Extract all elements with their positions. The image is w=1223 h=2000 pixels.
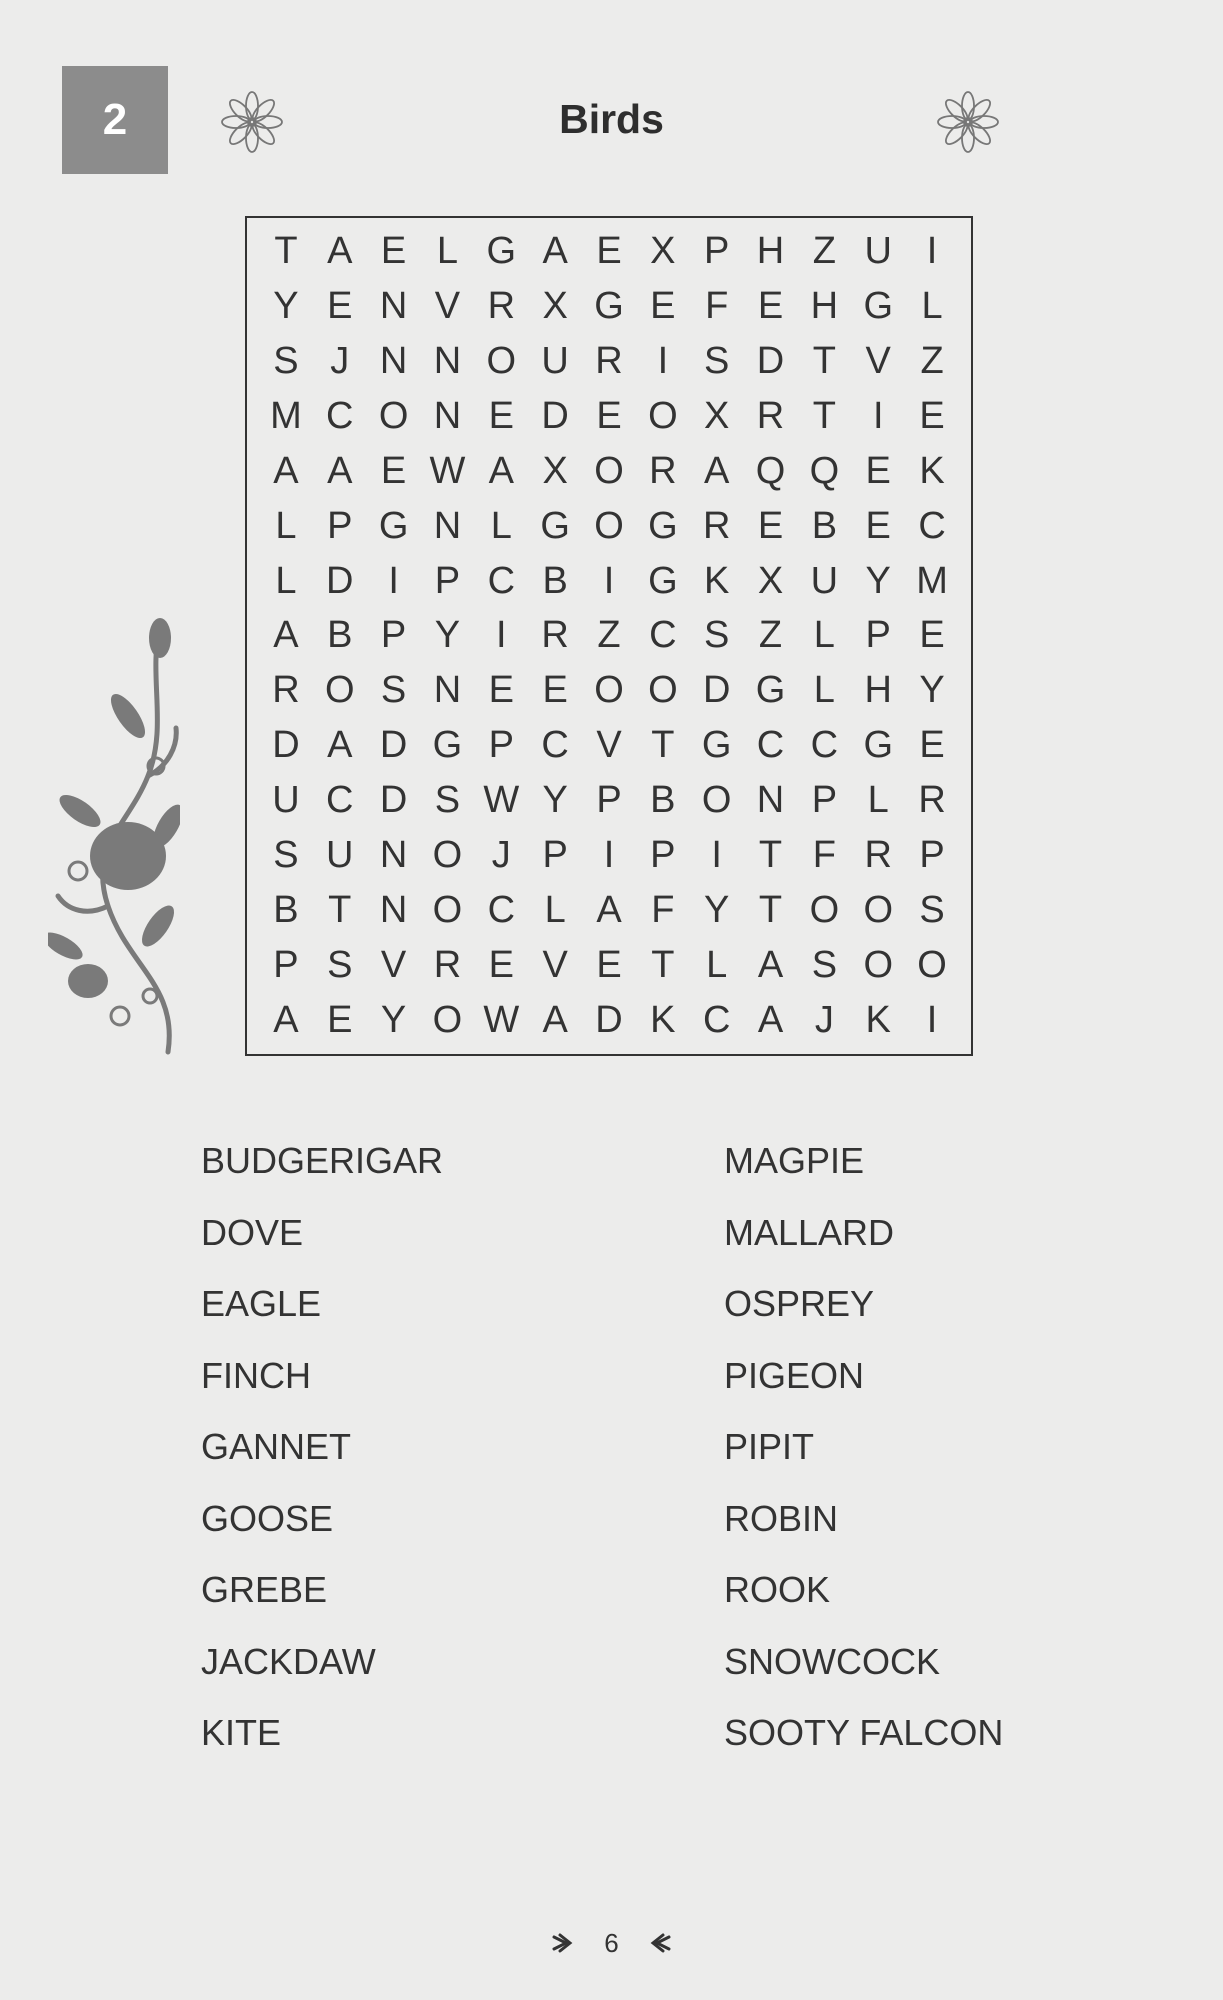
grid-letter: T xyxy=(758,889,783,932)
grid-letter: T xyxy=(812,394,836,437)
grid-letter: N xyxy=(433,394,462,437)
grid-letter: E xyxy=(757,284,784,327)
grid-letter: O xyxy=(701,779,732,822)
word-list-item: DOVE xyxy=(201,1211,304,1253)
grid-letter: N xyxy=(433,504,462,547)
word-list-left-column xyxy=(201,1133,443,1777)
grid-letter: O xyxy=(324,669,355,712)
grid-letter: A xyxy=(327,724,353,767)
grid-letter: V xyxy=(865,339,891,382)
puzzle-number-badge: 2 xyxy=(62,66,168,174)
grid-letter: K xyxy=(865,999,891,1042)
grid-letter: E xyxy=(327,284,353,327)
grid-letter: K xyxy=(650,999,676,1042)
grid-letter: C xyxy=(756,724,785,767)
word-list-item: GREBE xyxy=(201,1569,328,1610)
grid-letter: E xyxy=(380,229,407,272)
grid-letter: A xyxy=(542,229,568,272)
grid-letter: C xyxy=(649,614,677,657)
grid-letter: E xyxy=(596,944,622,987)
grid-letter: A xyxy=(757,944,784,987)
grid-letter: I xyxy=(496,614,507,657)
grid-letter: F xyxy=(705,284,729,327)
grid-letter: A xyxy=(488,449,514,492)
grid-letter: A xyxy=(273,999,299,1042)
grid-letter: S xyxy=(434,779,461,822)
grid-letter: L xyxy=(813,614,835,657)
grid-letter: S xyxy=(704,614,730,657)
grid-letter: E xyxy=(865,504,891,547)
grid-letter: H xyxy=(810,284,839,327)
grid-letter: C xyxy=(487,559,516,602)
grid-letter: C xyxy=(487,889,516,932)
flower-ornament-icon xyxy=(934,88,1002,156)
word-list-item: ROOK xyxy=(724,1569,831,1610)
grid-letter: C xyxy=(326,779,354,822)
grid-letter: T xyxy=(651,724,675,767)
grid-letter: T xyxy=(812,339,836,382)
grid-letter: C xyxy=(326,394,354,437)
grid-letter: O xyxy=(917,944,947,987)
grid-letter: A xyxy=(704,449,730,492)
grid-letter: V xyxy=(596,724,622,767)
grid-letter: D xyxy=(326,559,354,602)
grid-letter: T xyxy=(651,944,675,987)
grid-letter: Y xyxy=(704,889,730,932)
word-list-item: MAGPIE xyxy=(724,1140,865,1181)
grid-letter: G xyxy=(486,229,517,272)
grid-letter: P xyxy=(650,834,676,877)
grid-letter: O xyxy=(432,999,463,1042)
grid-letter: S xyxy=(273,339,299,382)
grid-letter: Z xyxy=(597,614,621,657)
grid-letter: T xyxy=(758,834,783,877)
grid-letter: A xyxy=(757,999,784,1042)
grid-letter: I xyxy=(711,834,722,877)
grid-letter: O xyxy=(863,944,893,987)
grid-letter: E xyxy=(542,669,568,712)
left-ornament-icon xyxy=(548,1929,578,1959)
grid-letter: K xyxy=(919,449,945,492)
grid-letter: R xyxy=(918,779,946,822)
grid-letter: O xyxy=(594,449,624,492)
grid-letter: F xyxy=(651,889,675,932)
grid-letter: X xyxy=(757,559,784,602)
grid-letter: L xyxy=(436,229,459,272)
grid-letter: I xyxy=(872,394,884,437)
word-list-item: KITE xyxy=(201,1712,282,1753)
grid-letter: Z xyxy=(758,614,783,657)
grid-letter: P xyxy=(488,724,514,767)
grid-letter: L xyxy=(490,504,512,547)
grid-letter: X xyxy=(542,284,568,327)
grid-letter: P xyxy=(327,504,353,547)
rose-vine-ornament-icon xyxy=(48,616,180,1056)
grid-letter: Y xyxy=(865,559,891,602)
grid-letter: J xyxy=(330,339,350,382)
grid-letter: L xyxy=(867,779,889,822)
grid-letter: B xyxy=(542,559,568,602)
grid-letter: O xyxy=(432,889,463,932)
grid-letter: P xyxy=(811,779,838,822)
grid-letter: X xyxy=(650,229,676,272)
grid-letter: K xyxy=(704,559,730,602)
grid-letter: O xyxy=(648,669,678,712)
grid-letter: O xyxy=(486,339,517,382)
grid-letter: H xyxy=(756,229,785,272)
grid-letter: G xyxy=(432,724,463,767)
grid-letter: H xyxy=(864,669,892,712)
grid-letter: C xyxy=(702,999,731,1042)
word-list-item: EAGLE xyxy=(201,1283,322,1324)
word-list-item: FINCH xyxy=(201,1354,311,1396)
grid-letter: X xyxy=(704,394,730,437)
grid-letter: S xyxy=(811,944,838,987)
grid-letter: E xyxy=(596,229,622,272)
word-list-item: SOOTY FALCON xyxy=(724,1712,1004,1753)
grid-letter: G xyxy=(540,504,570,547)
grid-letter: U xyxy=(272,779,300,822)
word-list-item: PIGEON xyxy=(724,1354,865,1396)
grid-letter: A xyxy=(596,889,622,932)
grid-letter: D xyxy=(272,724,300,767)
grid-letter: C xyxy=(810,724,839,767)
grid-letter: C xyxy=(541,724,569,767)
grid-letter: L xyxy=(544,889,566,932)
grid-letter: E xyxy=(327,999,353,1042)
grid-letter: N xyxy=(379,284,408,327)
grid-letter: D xyxy=(756,339,785,382)
grid-letter: E xyxy=(380,449,407,492)
grid-letter: R xyxy=(649,449,677,492)
grid-letter: R xyxy=(595,339,623,382)
grid-letter: E xyxy=(488,669,514,712)
grid-letter: D xyxy=(379,724,408,767)
grid-letter: A xyxy=(542,999,568,1042)
word-list-item: MALLARD xyxy=(724,1211,895,1253)
grid-letter: S xyxy=(273,834,299,877)
grid-letter: W xyxy=(483,779,520,822)
page-title: Birds xyxy=(559,96,664,142)
grid-letter: G xyxy=(863,284,893,327)
grid-letter: D xyxy=(379,779,408,822)
grid-letter: O xyxy=(648,394,678,437)
grid-letter: B xyxy=(650,779,676,822)
grid-letter: N xyxy=(433,339,462,382)
grid-letter: O xyxy=(378,394,409,437)
grid-letter: G xyxy=(648,559,678,602)
grid-letter: P xyxy=(919,834,945,877)
word-list-item: GANNET xyxy=(201,1426,352,1467)
grid-letter: O xyxy=(594,504,624,547)
grid-letter: P xyxy=(704,229,730,272)
grid-letter: Y xyxy=(380,999,407,1042)
grid-letter: D xyxy=(595,999,623,1042)
grid-letter: P xyxy=(865,614,891,657)
grid-letter: M xyxy=(916,559,948,602)
word-list-right-column xyxy=(724,1133,1003,1777)
grid-letter: I xyxy=(603,834,615,877)
grid-letter: S xyxy=(919,889,945,932)
grid-letter: E xyxy=(488,394,514,437)
grid-letter: I xyxy=(657,339,669,382)
grid-letter: A xyxy=(327,449,353,492)
right-ornament-icon xyxy=(645,1929,675,1959)
grid-letter: E xyxy=(919,724,945,767)
grid-letter: L xyxy=(813,669,835,712)
grid-letter: P xyxy=(434,559,461,602)
grid-letter: Z xyxy=(812,229,836,272)
grid-letter: W xyxy=(483,999,520,1042)
grid-letter: G xyxy=(594,284,624,327)
grid-letter: N xyxy=(756,779,785,822)
grid-letter: O xyxy=(863,889,893,932)
grid-letter: F xyxy=(812,834,836,877)
grid-letter: Z xyxy=(920,339,944,382)
word-list-item: OSPREY xyxy=(724,1283,875,1324)
grid-letter: N xyxy=(433,669,462,712)
grid-letter: R xyxy=(272,669,300,712)
word-list-item: BUDGERIGAR xyxy=(201,1140,444,1181)
grid-letter: S xyxy=(380,669,407,712)
grid-letter: J xyxy=(814,999,834,1042)
grid-letter: E xyxy=(488,944,514,987)
grid-letter: A xyxy=(273,449,299,492)
grid-letter: S xyxy=(327,944,353,987)
grid-letter: S xyxy=(704,339,730,382)
grid-letter: P xyxy=(380,614,407,657)
grid-letter: R xyxy=(433,944,462,987)
page-number: 6 xyxy=(604,1928,619,1958)
grid-letter: O xyxy=(594,669,624,712)
grid-letter: E xyxy=(919,394,945,437)
grid-letter: V xyxy=(542,944,568,987)
grid-letter: D xyxy=(702,669,731,712)
grid-letter: E xyxy=(919,614,945,657)
grid-letter: M xyxy=(270,394,302,437)
grid-letter: G xyxy=(863,724,893,767)
grid-letter: B xyxy=(273,889,299,932)
grid-letter: R xyxy=(702,504,731,547)
grid-letter: C xyxy=(918,504,946,547)
grid-letter: G xyxy=(648,504,678,547)
grid-letter: L xyxy=(706,944,728,987)
word-list-item: JACKDAW xyxy=(201,1640,376,1682)
grid-letter: T xyxy=(328,889,352,932)
grid-letter: R xyxy=(487,284,516,327)
grid-letter: E xyxy=(757,504,784,547)
grid-letter: Q xyxy=(755,449,786,492)
word-list-item: ROBIN xyxy=(724,1497,839,1539)
word-list-item: GOOSE xyxy=(201,1497,334,1539)
grid-letter: I xyxy=(926,229,938,272)
grid-letter: U xyxy=(810,559,839,602)
grid-letter: R xyxy=(541,614,569,657)
grid-letter: A xyxy=(273,614,299,657)
grid-letter: Y xyxy=(434,614,461,657)
grid-letter: U xyxy=(541,339,569,382)
grid-letter: X xyxy=(542,449,568,492)
grid-letter: W xyxy=(429,449,466,492)
grid-letter: P xyxy=(273,944,299,987)
grid-letter: O xyxy=(809,889,840,932)
grid-letter: R xyxy=(756,394,785,437)
grid-letter: U xyxy=(864,229,892,272)
grid-letter: N xyxy=(379,339,408,382)
grid-letter: N xyxy=(379,889,408,932)
grid-letter: L xyxy=(275,504,297,547)
grid-letter: L xyxy=(921,284,943,327)
grid-letter: B xyxy=(811,504,838,547)
grid-letter: Y xyxy=(542,779,568,822)
grid-letter: V xyxy=(380,944,407,987)
grid-letter: O xyxy=(432,834,463,877)
grid-letter: G xyxy=(701,724,732,767)
page-footer xyxy=(0,1928,1223,1959)
grid-letter: E xyxy=(596,394,622,437)
grid-letter: V xyxy=(434,284,461,327)
grid-letter: G xyxy=(755,669,786,712)
grid-letter: T xyxy=(274,229,298,272)
grid-letter: Q xyxy=(809,449,840,492)
grid-letter: L xyxy=(275,559,297,602)
grid-letter: Y xyxy=(273,284,299,327)
word-search-grid xyxy=(245,216,973,1056)
grid-letter: G xyxy=(378,504,409,547)
grid-letter: J xyxy=(491,834,511,877)
word-list-item: SNOWCOCK xyxy=(724,1640,940,1682)
grid-letter: I xyxy=(603,559,615,602)
grid-letter: N xyxy=(379,834,408,877)
grid-letter: P xyxy=(542,834,568,877)
grid-letter: E xyxy=(865,449,891,492)
grid-letter: B xyxy=(327,614,353,657)
grid-letter: P xyxy=(596,779,622,822)
word-list-item: PIPIT xyxy=(724,1426,815,1467)
grid-letter: E xyxy=(650,284,676,327)
grid-letter: R xyxy=(864,834,892,877)
grid-letter: A xyxy=(327,229,353,272)
grid-letter: D xyxy=(541,394,569,437)
grid-letter: I xyxy=(388,559,399,602)
grid-letter: I xyxy=(926,999,938,1042)
grid-letter: Y xyxy=(919,669,945,712)
grid-letter: U xyxy=(326,834,354,877)
